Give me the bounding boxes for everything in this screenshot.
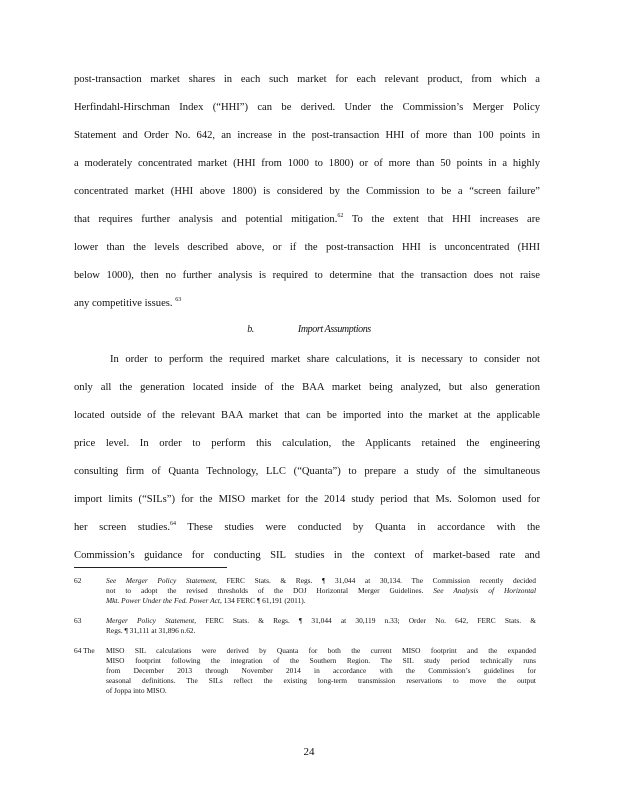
- body-line: consulting firm of Quanta Technology, LLC (“Quanta”) to prepare a study of the simultaneous: [74, 466, 540, 477]
- section-heading: [0, 322, 618, 338]
- body-line: In order to perform the required market share calculations, it is necessary to consider not: [110, 354, 540, 365]
- body-line: only all the generation located inside of the BAA market being analyzed, but also generation: [74, 382, 540, 393]
- body-line: import limits (“SILs”) for the MISO market for the 2014 study period that Ms. Solomon used for: [74, 494, 540, 505]
- body-line: Commission’s guidance for conducting SIL studies in the context of market-based rate and: [74, 550, 540, 561]
- body-line-with-footnote-ref: her screen studies.$^{64}$ These studies were conducted by Quanta in accordance with the: [74, 521, 540, 533]
- body-line: a moderately concentrated market (HHI from 1000 to 1800) or of more than 50 points in a highly: [74, 158, 540, 169]
- document-page: post-transaction market shares in each such market for each relevant product, from which a Herfindahl-Hirschman Index (“HHI”) can be derived. Under the Commission’s Merger Policy Statement and Order No. 642, an increase in the post-transaction HHI of more than 100 points in a moderately concentrated market (HHI from 1000 to 1800) or of more than 50 points in a highly concentrated market (HHI above 1800) is considered by the Commission to be a “screen failure” that requires further analysis and potential mitigation.$^{62}$ To the extent that HHI increases are lower than the levels described above, or if the post-transaction HHI is unconcentrated (HHI below 1000), then no further analysis is required to determine that the transaction does not raise any competitive issues. $^{63}$ b. Import Assumptions In order to perform the required market share calculations, it is necessary to consider not only all the generation located inside of the BAA market being analyzed, but also generation located outside of the relevant BAA market that can be imported into the market at the applicable price level. In order to perform this calculation, the Applicants retained the engineering consulting firm of Quanta Technology, LLC (“Quanta”) to prepare a study of the simultaneous import limits (“SILs”) for the MISO market for the 2014 study period that Ms. Solomon used for her screen studies.$^{64}$ These studies were conducted by Quanta in accordance with the Commission’s guidance for conducting SIL studies in the context of market-based rate and 62 See Merger Policy Statement, FERC Stats. & Regs. ¶ 31,044 at 30,134. The Commission recently decided not to adopt the revised thresholds of the DOJ Horizontal Merger Guidelines. See Analysis of Horizontal Mkt. Power Under the Fed. Power Act, 134 FERC ¶ 61,191 (2011). 63 Merger Policy Statement, FERC Stats. & Regs. ¶ 31,044 at 30,119 n.33; Order No. 642, FERC Stats. & Regs. ¶ 31,111 at 31,896 n.62. 64 The MISO SIL calculations were derived by Quanta for both the current MISO footprint and the expanded MISO footprint following the integration of the Southern Region. The SIL study period technically runs from December 2013 through November 2014 in accordance with the Commission’s guidelines for seasonal definitions. The SILs reflect the existing long-term transmission reservations to move the output of Joppa into MISO. 24: [0, 0, 618, 800]
- body-line: located outside of the relevant BAA market that can be imported into the market at the applicable: [74, 410, 540, 421]
- heading-text: Import Assumptions: [297, 324, 371, 335]
- footnote-number: 63: [74, 616, 82, 625]
- body-line: lower than the levels described above, or if the post-transaction HHI is unconcentrated (HHI: [74, 242, 540, 253]
- footnote-number: 62: [74, 576, 82, 585]
- footnote-ref-62[interactable]: 62: [337, 213, 344, 219]
- body-line: Statement and Order No. 642, an increase in the post-transaction HHI of more than 100 points in: [74, 130, 540, 141]
- page-number: 24: [303, 746, 315, 758]
- body-line: concentrated market (HHI above 1800) is considered by the Commission to be a “screen failure”: [74, 186, 540, 197]
- footnote-ref-64[interactable]: 64: [169, 521, 176, 527]
- footnote-number: 64 The: [74, 646, 95, 655]
- body-line-with-footnote-ref: that requires further analysis and potential mitigation.$^{62}$ To the extent that HHI increases are: [74, 213, 540, 225]
- body-line: below 1000), then no further analysis is required to determine that the transaction does not raise: [74, 270, 540, 281]
- footnote-ref-63[interactable]: 63: [175, 297, 182, 303]
- body-line: Herfindahl-Hirschman Index (“HHI”) can be derived. Under the Commission’s Merger Policy: [74, 102, 540, 113]
- body-line: post-transaction market shares in each such market for each relevant product, from which a: [74, 74, 540, 85]
- heading-letter: b.: [247, 324, 254, 335]
- body-line-with-footnote-ref: any competitive issues. $^{63}$: [74, 297, 182, 309]
- body-line: price level. In order to perform this calculation, the Applicants retained the engineering: [74, 438, 540, 449]
- footnote-separator: [74, 567, 227, 568]
